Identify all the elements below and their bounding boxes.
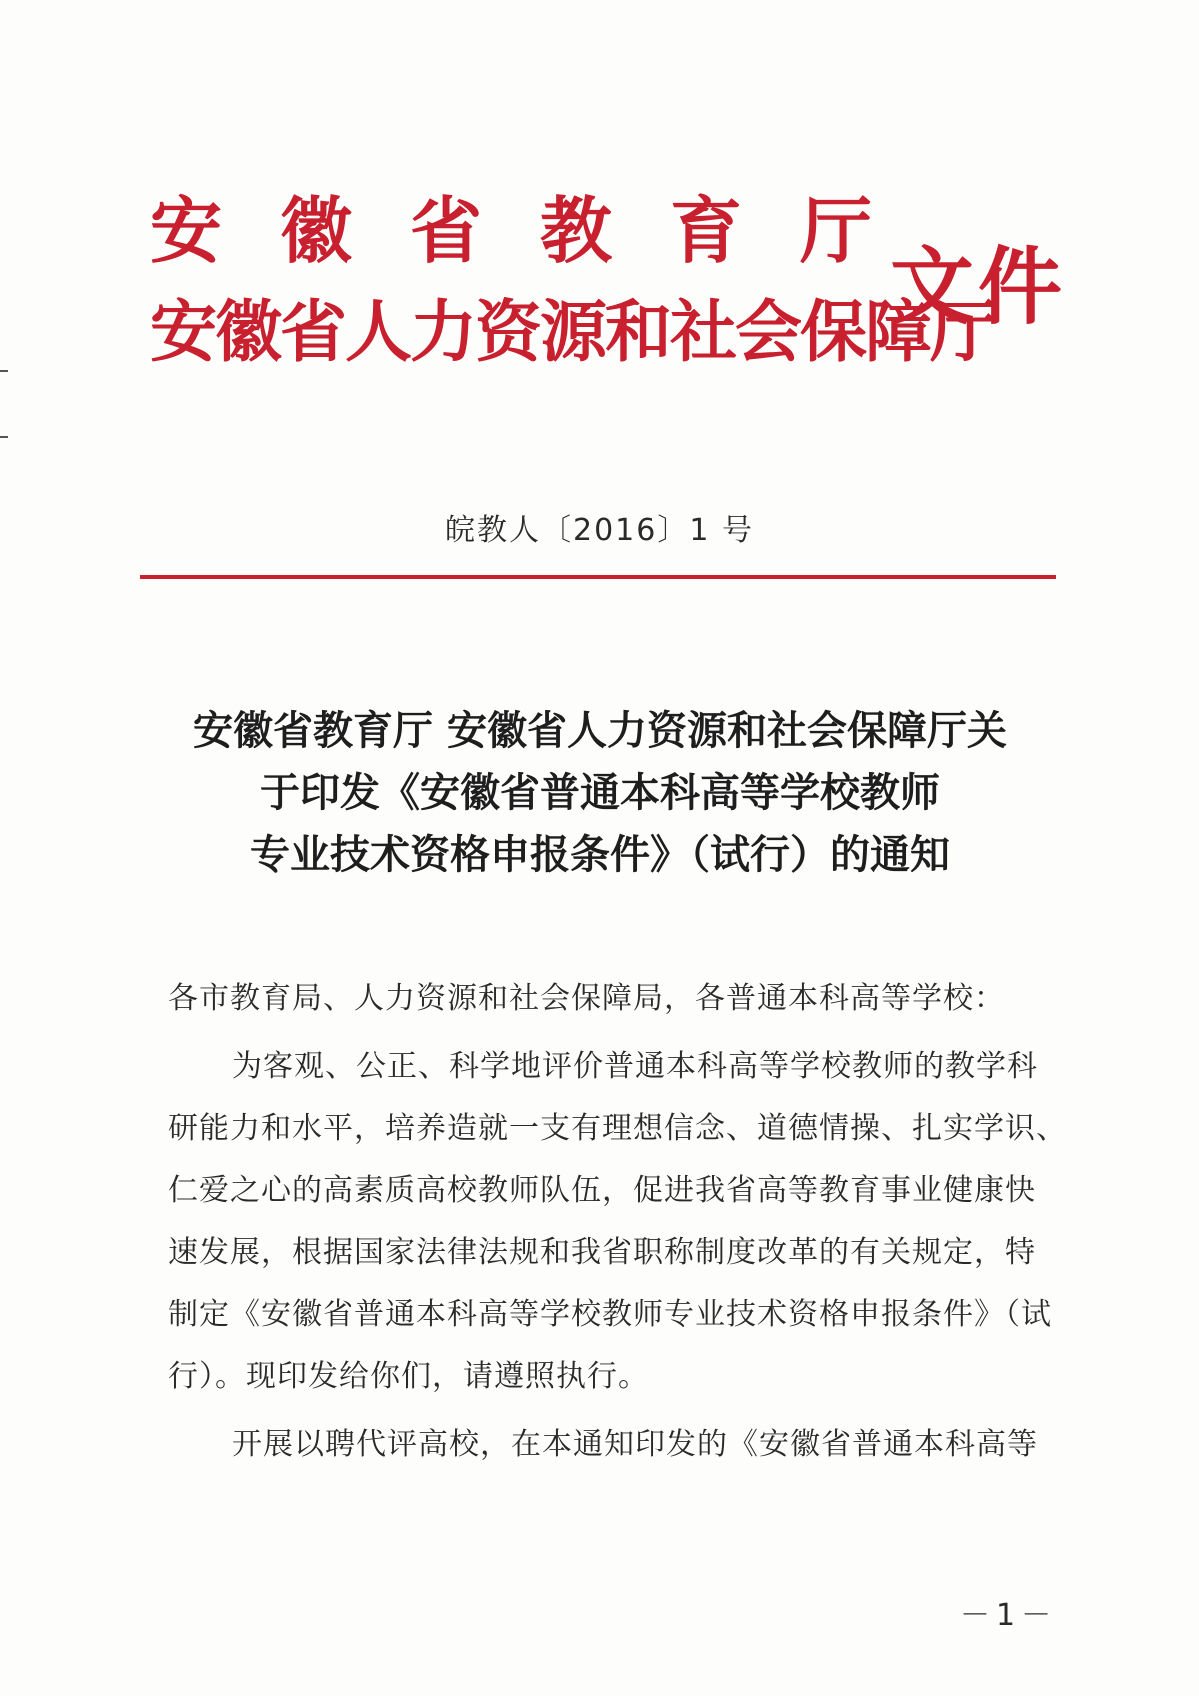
- paragraph-2-line: 开展以聘代评高校，在本通知印发的《安徽省普通本科高等: [232, 1427, 1038, 1462]
- title-line-3: 专业技术资格申报条件》（试行）的通知: [250, 832, 950, 878]
- paragraph-1-line: 仁爱之心的高素质高校教师队伍，促进我省高等教育事业健康快: [168, 1173, 1036, 1208]
- title-line-2: 于印发《安徽省普通本科高等学校教师: [260, 770, 940, 816]
- red-divider-rule: [140, 575, 1056, 579]
- page-number: －1－: [960, 1598, 1058, 1633]
- title-line-1: 安徽省教育厅 安徽省人力资源和社会保障厅关: [193, 708, 1007, 754]
- paragraph-1-line: 速发展，根据国家法律法规和我省职称制度改革的有关规定，特: [168, 1235, 1036, 1270]
- document-body: [168, 968, 1067, 1476]
- letterhead-agency-2: 安徽省人力资源和社会保障厅: [150, 293, 995, 371]
- letterhead-agency-1: 安徽省教育厅: [150, 189, 931, 273]
- scan-margin-mark: [0, 370, 8, 372]
- paragraph-1-line: 制定《安徽省普通本科高等学校教师专业技术资格申报条件》（试: [168, 1297, 1052, 1332]
- paragraph-1-line: 研能力和水平，培养造就一支有理想信念、道德情操、扎实学识、: [168, 1111, 1067, 1146]
- paragraph-1-line: 为客观、公正、科学地评价普通本科高等学校教师的教学科: [232, 1049, 1038, 1084]
- paragraph-1-line: 行）。现印发给你们，请遵照执行。: [168, 1359, 649, 1394]
- document-title: [120, 700, 1080, 886]
- letterhead: [150, 189, 1067, 395]
- recipients-line: 各市教育局、人力资源和社会保障局，各普通本科高等学校：: [168, 981, 1005, 1016]
- document-number: 皖教人〔2016〕1 号: [445, 513, 754, 548]
- scan-margin-mark: [0, 436, 8, 438]
- letterhead-doc-type: 文件: [890, 238, 1067, 336]
